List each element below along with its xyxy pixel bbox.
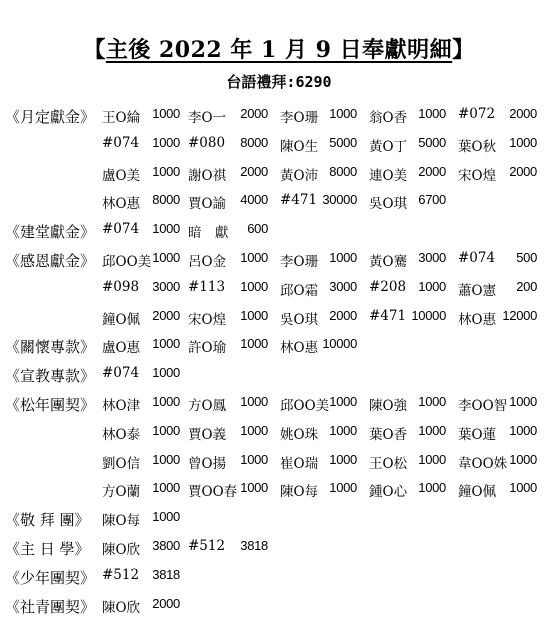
donor-name: #074 [102, 365, 140, 382]
donor-name: #098 [102, 278, 140, 295]
donor-name: 林O津 [102, 397, 141, 414]
donor-name: 陳O強 [369, 397, 408, 414]
donor-name: 翁O香 [369, 110, 408, 126]
donation-amount: 1000 [329, 249, 357, 265]
donation-amount: 1000 [240, 393, 268, 409]
donor-name: 林O惠 [280, 340, 319, 357]
donation-amount: 12000 [502, 307, 537, 323]
donation-amount: 1000 [418, 422, 446, 438]
donor-name: 盧O惠 [102, 340, 141, 357]
donor-name: 邱OO美 [280, 397, 330, 414]
donation-amount: 1000 [329, 480, 357, 496]
donation-amount: 1000 [509, 422, 537, 438]
donor-name: 李O一 [188, 110, 227, 126]
offering-row [0, 129, 558, 158]
donation-amount: 8000 [152, 192, 180, 208]
donor-name: 林O惠 [458, 311, 497, 328]
donor-name: 陳O每 [102, 513, 141, 530]
donation-amount: 1000 [509, 393, 537, 409]
donor-name: #512 [188, 537, 226, 554]
donor-name: 方O鳳 [188, 397, 227, 414]
donor-name: 賈O諭 [188, 196, 227, 213]
donor-name: 陳O欣 [102, 599, 141, 616]
donation-amount: 3800 [152, 537, 180, 553]
donor-name: 黃O騫 [369, 253, 408, 270]
donation-amount: 6700 [418, 192, 446, 208]
title-text: 主後 2022 年 1 月 9 日奉獻明細 [105, 37, 453, 63]
donor-name: 賈O義 [188, 426, 227, 443]
donation-amount: 1000 [509, 480, 537, 496]
donor-name: 呂O金 [188, 253, 227, 270]
donation-amount: 1000 [329, 451, 357, 467]
donation-amount: 2000 [152, 307, 180, 323]
title-open-bracket: 【 [83, 37, 106, 63]
donation-amount: 2000 [240, 163, 268, 179]
donation-amount: 1000 [418, 278, 446, 294]
donor-name: 林O泰 [102, 426, 141, 443]
donor-name: 陳O生 [280, 138, 319, 155]
offering-row [0, 273, 558, 302]
donation-amount: 1000 [240, 307, 268, 323]
offering-row [0, 359, 558, 388]
donor-name: 宋O煌 [188, 311, 227, 328]
donor-name: 蕭O憲 [458, 282, 497, 299]
donor-name: #074 [102, 221, 140, 238]
donation-amount: 1000 [152, 336, 180, 352]
donor-name: 黃O沛 [280, 167, 319, 184]
offering-row [0, 590, 558, 619]
donation-amount: 1000 [240, 480, 268, 496]
donation-amount: 1000 [152, 422, 180, 438]
donation-amount: 3818 [240, 537, 268, 553]
donation-amount: 1000 [152, 451, 180, 467]
donation-amount: 500 [516, 249, 537, 265]
donor-name: 黃O丁 [369, 138, 408, 155]
donation-amount: 600 [247, 221, 268, 237]
donation-amount: 2000 [509, 106, 537, 121]
donor-name: 邱OO美 [102, 253, 152, 270]
donation-amount: 4000 [240, 192, 268, 208]
donor-name: 崔O瑞 [280, 455, 319, 472]
donor-name: 暗 獻 [188, 225, 229, 242]
category-label: 《社青團契》 [5, 597, 96, 616]
donor-name: 賈OO春 [188, 484, 238, 501]
donation-amount: 1000 [418, 451, 446, 467]
offering-row [0, 561, 558, 590]
donation-amount: 1000 [240, 422, 268, 438]
donor-name: #471 [369, 307, 407, 324]
offering-row [0, 330, 558, 359]
donor-name: #080 [188, 134, 226, 151]
donation-amount: 30000 [322, 192, 357, 208]
donation-amount: 2000 [509, 163, 537, 179]
donation-amount: 1000 [329, 393, 357, 409]
donor-name: 陳O欣 [102, 541, 141, 558]
donor-name: #072 [458, 106, 496, 122]
donation-amount: 1000 [152, 365, 180, 381]
donor-name: 李O珊 [280, 110, 319, 126]
donor-name: 陳O每 [280, 484, 319, 501]
donor-name: #471 [280, 192, 318, 209]
donation-amount: 1000 [329, 106, 357, 121]
donor-name: 連O美 [369, 167, 408, 184]
donor-name: 邱O霜 [280, 282, 319, 299]
donor-name: 葉O香 [369, 426, 408, 443]
donation-amount: 8000 [329, 163, 357, 179]
donor-name: 吳O琪 [280, 311, 319, 328]
donor-name: 韋OO姝 [458, 455, 508, 472]
donor-name: 盧O美 [102, 167, 141, 184]
offering-row [0, 100, 558, 129]
donor-name: 姚O珠 [280, 426, 319, 443]
category-label: 《宣教專款》 [5, 367, 96, 386]
category-label: 《主 日 學》 [5, 539, 90, 558]
donation-amount: 1000 [418, 480, 446, 496]
donation-amount: 5000 [418, 134, 446, 150]
donation-amount: 2000 [418, 163, 446, 179]
donor-name: 吳O琪 [369, 196, 408, 213]
donation-amount: 1000 [152, 163, 180, 179]
offering-row [0, 388, 558, 417]
donation-amount: 1000 [152, 509, 180, 525]
donor-name: 許O瑜 [188, 340, 227, 357]
donation-amount: 3000 [329, 278, 357, 294]
donor-name: 劉O信 [102, 455, 141, 472]
donation-amount: 1000 [152, 134, 180, 150]
donor-name: 鐘O佩 [102, 311, 141, 328]
category-label: 《感恩獻金》 [5, 251, 96, 270]
donation-amount: 2000 [329, 307, 357, 323]
donor-name: 曾O揚 [188, 455, 227, 472]
donation-amount: 10000 [411, 307, 446, 323]
offering-row [0, 302, 558, 331]
donor-name: 王O松 [369, 455, 408, 472]
donation-amount: 2000 [152, 595, 180, 611]
service-subtotal: 台語禮拜:6290 [226, 73, 332, 91]
donation-amount: 1000 [152, 106, 180, 121]
donation-amount: 10000 [322, 336, 357, 352]
donation-amount: 3000 [152, 278, 180, 294]
donor-name: 葉O蓮 [458, 426, 497, 443]
donation-amount: 2000 [240, 106, 268, 121]
donor-name: 王O綸 [102, 110, 141, 126]
donation-amount: 8000 [240, 134, 268, 150]
offering-row [0, 446, 558, 475]
title-close-bracket: 】 [452, 37, 475, 63]
offering-row [0, 186, 558, 215]
offering-row [0, 244, 558, 273]
donation-amount: 3818 [152, 566, 180, 582]
offering-row [0, 215, 558, 244]
offering-list [0, 100, 558, 618]
donor-name: #208 [369, 278, 407, 295]
category-label: 《關懷專款》 [5, 338, 96, 357]
donation-amount: 200 [516, 278, 537, 294]
donation-amount: 1000 [240, 278, 268, 294]
category-label: 《少年團契》 [5, 568, 96, 587]
donation-amount: 1000 [240, 249, 268, 265]
donor-name: 宋O煌 [458, 167, 497, 184]
page-title [0, 33, 558, 64]
donation-amount: 1000 [152, 249, 180, 265]
donor-name: 林O惠 [102, 196, 141, 213]
category-label: 《建堂獻金》 [5, 223, 96, 242]
donation-amount: 1000 [418, 393, 446, 409]
donor-name: #074 [458, 249, 496, 266]
donor-name: #113 [188, 278, 226, 295]
donation-amount: 1000 [509, 451, 537, 467]
donor-name: #512 [102, 566, 140, 583]
category-label: 《月定獻金》 [5, 108, 96, 126]
donor-name: 李OO智 [458, 397, 508, 414]
donor-name: 鐘O佩 [458, 484, 497, 501]
donation-amount: 1000 [418, 106, 446, 121]
donation-amount: 1000 [240, 451, 268, 467]
donation-amount: 1000 [329, 422, 357, 438]
donation-amount: 1000 [509, 134, 537, 150]
donor-name: 李O珊 [280, 253, 319, 270]
offering-row [0, 532, 558, 561]
donor-name: 方O蘭 [102, 484, 141, 501]
donor-name: #074 [102, 134, 140, 151]
offering-row [0, 474, 558, 503]
donation-amount: 1000 [152, 221, 180, 237]
donation-amount: 1000 [152, 480, 180, 496]
donation-amount: 5000 [329, 134, 357, 150]
donation-amount: 1000 [240, 336, 268, 352]
donation-amount: 1000 [152, 393, 180, 409]
donation-amount: 3000 [418, 249, 446, 265]
category-label: 《松年團契》 [5, 395, 96, 414]
donor-name: 謝O祺 [188, 167, 227, 184]
offering-row [0, 417, 558, 446]
offering-row [0, 158, 558, 187]
category-label: 《敬 拜 團》 [5, 511, 90, 530]
offering-row [0, 503, 558, 532]
donor-name: 鍾O心 [369, 484, 408, 501]
donor-name: 葉O秋 [458, 138, 497, 155]
